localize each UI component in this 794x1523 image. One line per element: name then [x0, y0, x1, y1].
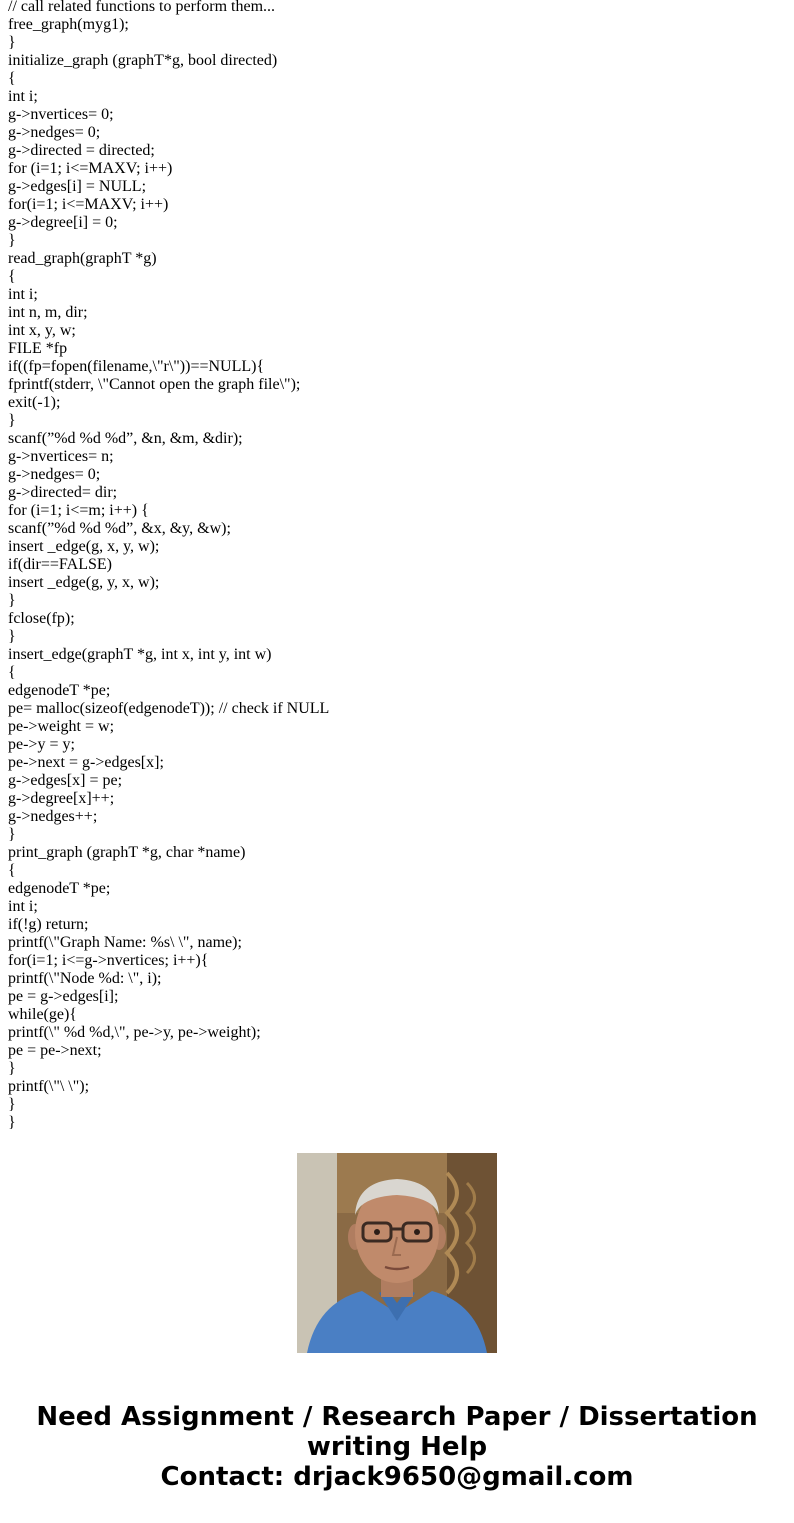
code-line: FILE *fp [8, 340, 68, 357]
footer-contact-email: Contact: drjack9650@gmail.com [160, 1462, 634, 1492]
code-line: printf(\"Graph Name: %s\ \", name); [8, 934, 242, 951]
code-line: for (i=1; i<=m; i++) { [8, 502, 149, 519]
code-line: edgenodeT *pe; [8, 682, 111, 699]
code-line: pe= malloc(sizeof(edgenodeT)); // check if NULL [8, 700, 330, 717]
code-line: fprintf(stderr, \"Cannot open the graph file\"); [8, 376, 301, 393]
code-line: { [8, 70, 16, 87]
code-line: insert_edge(graphT *g, int x, int y, int w) [8, 646, 272, 663]
code-line: while(ge){ [8, 1006, 77, 1023]
code-line: g->nvertices= n; [8, 448, 114, 465]
code-line: if(!g) return; [8, 916, 89, 933]
code-line: scanf(”%d %d %d”, &n, &m, &dir); [8, 430, 243, 447]
code-line: } [8, 34, 16, 51]
code-line: int x, y, w; [8, 322, 76, 339]
code-line: { [8, 268, 16, 285]
code-line: } [8, 232, 16, 249]
code-line: g->nedges= 0; [8, 466, 101, 483]
code-line: } [8, 412, 16, 429]
code-line: g->nvertices= 0; [8, 106, 114, 123]
code-listing [8, 0, 788, 1131]
code-line: } [8, 1060, 16, 1077]
code-line: pe->weight = w; [8, 718, 115, 735]
code-line: int n, m, dir; [8, 304, 88, 321]
code-line: pe->y = y; [8, 736, 75, 753]
author-avatar [297, 1153, 497, 1353]
code-line: int i; [8, 286, 38, 303]
code-line: scanf(”%d %d %d”, &x, &y, &w); [8, 520, 231, 537]
code-line: g->degree[i] = 0; [8, 214, 118, 231]
code-line: } [8, 826, 16, 843]
footer-line-2: writing Help [306, 1432, 488, 1462]
code-line: // call related functions to perform them... [8, 0, 276, 15]
code-line: for(i=1; i<=g->nvertices; i++){ [8, 952, 209, 969]
code-line: { [8, 664, 16, 681]
code-line: } [8, 1114, 16, 1131]
code-line: pe->next = g->edges[x]; [8, 754, 164, 771]
code-line: for (i=1; i<=MAXV; i++) [8, 160, 173, 177]
code-line: g->edges[x] = pe; [8, 772, 123, 789]
code-line: } [8, 592, 16, 609]
code-line: free_graph(myg1); [8, 16, 129, 33]
code-line: exit(-1); [8, 394, 61, 411]
code-line: initialize_graph (graphT*g, bool directed) [8, 52, 278, 69]
contact-banner [0, 1402, 794, 1492]
code-line: printf(\"\ \"); [8, 1078, 90, 1095]
code-line: for(i=1; i<=MAXV; i++) [8, 196, 169, 213]
code-line: print_graph (graphT *g, char *name) [8, 844, 246, 861]
code-line: pe = g->edges[i]; [8, 988, 119, 1005]
code-line: read_graph(graphT *g) [8, 250, 157, 267]
code-line: if((fp=fopen(filename,\"r\"))==NULL){ [8, 358, 265, 375]
code-line: } [8, 1096, 16, 1113]
code-line: int i; [8, 88, 38, 105]
code-line: g->edges[i] = NULL; [8, 178, 147, 195]
footer-line-1: Need Assignment / Research Paper / Dissertation [36, 1402, 758, 1432]
code-line: pe = pe->next; [8, 1042, 102, 1059]
code-line: edgenodeT *pe; [8, 880, 111, 897]
code-line: insert _edge(g, y, x, w); [8, 574, 160, 591]
code-line: g->nedges++; [8, 808, 98, 825]
code-line: g->degree[x]++; [8, 790, 115, 807]
code-line: g->directed= dir; [8, 484, 118, 501]
code-line: int i; [8, 898, 38, 915]
code-line: g->nedges= 0; [8, 124, 101, 141]
code-line: printf(\"Node %d: \", i); [8, 970, 162, 987]
code-line: if(dir==FALSE) [8, 556, 112, 573]
code-line: } [8, 628, 16, 645]
code-line: g->directed = directed; [8, 142, 155, 159]
code-line: { [8, 862, 16, 879]
code-line: printf(\" %d %d,\", pe->y, pe->weight); [8, 1024, 261, 1041]
code-line: insert _edge(g, x, y, w); [8, 538, 160, 555]
code-line: fclose(fp); [8, 610, 75, 627]
